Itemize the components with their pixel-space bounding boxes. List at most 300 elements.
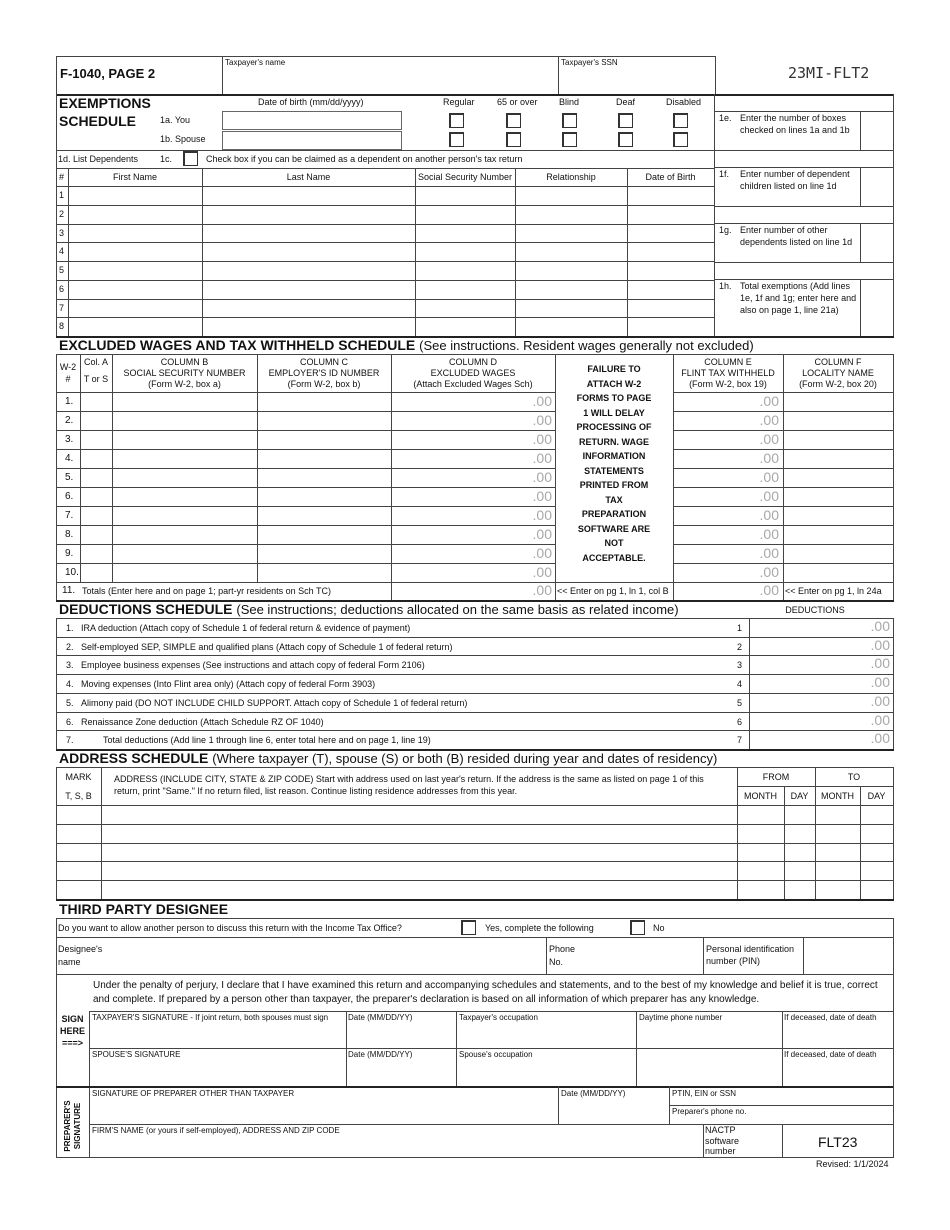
dep-col-rel: Relationship [546, 172, 596, 182]
w2-excluded-wages-field[interactable]: .00 [532, 469, 552, 485]
excluded-wages-title: EXCLUDED WAGES AND TAX WITHHELD SCHEDULE (See instructions. Resident wages generally not excluded) [59, 337, 754, 353]
col-e-label-3: (Form W-2, box 19) [689, 379, 767, 389]
w2-tax-withheld-field[interactable]: .00 [759, 393, 779, 409]
warning-line: PROCESSING OF [576, 422, 652, 432]
warning-line: SOFTWARE ARE [577, 523, 651, 534]
taxpayer-ssn-label: Taxpayer's SSN [561, 58, 618, 67]
preparer-signature-label: SIGNATURE OF PREPARER OTHER THAN TAXPAYER [92, 1089, 295, 1098]
to-day-field[interactable] [861, 881, 892, 897]
spouse-signature-label: SPOUSE'S SIGNATURE [92, 1050, 181, 1059]
dependent-first-name-field[interactable] [69, 225, 201, 241]
deduction-description: Moving expenses (Into Flint area only) (Attach copy of federal Form 3903) [81, 679, 376, 690]
deduction-description: Alimony paid (DO NOT INCLUDE CHILD SUPPORT. Attach copy of Schedule 1 of federal return) [81, 697, 468, 708]
w2-col-a-field[interactable] [81, 412, 111, 429]
col-a-label-2: T or S [83, 374, 109, 384]
warning-line: ATTACH W-2 [586, 378, 642, 389]
totals-label: Totals (Enter here and on page 1; part-yr residents on Sch TC) [82, 586, 331, 596]
address-title: ADDRESS SCHEDULE (Where taxpayer (T), spouse (S) or both (B) resided during year and dates of residency) [59, 750, 718, 766]
w2-excluded-wages-field[interactable]: .00 [532, 393, 552, 409]
dependent-row-number: 6 [59, 283, 65, 294]
w2-employer-id-field[interactable] [258, 450, 390, 467]
to-day-field[interactable] [861, 844, 892, 860]
dependent-ssn-field[interactable] [416, 206, 514, 222]
dependent-first-name-field[interactable] [69, 262, 201, 278]
address-mark-field[interactable] [57, 844, 100, 860]
taxpayer-name-field[interactable] [226, 68, 554, 92]
dependent-first-name-field[interactable] [69, 243, 201, 259]
w2-tax-withheld-field[interactable]: .00 [759, 564, 779, 580]
dependent-last-name-field[interactable] [203, 262, 414, 278]
dependent-first-name-field[interactable] [69, 318, 201, 334]
w2-excluded-wages-field[interactable]: .00 [532, 431, 552, 447]
from-day-field[interactable] [785, 806, 814, 822]
dependent-dob-field[interactable] [628, 281, 713, 297]
w2-locality-field[interactable] [784, 469, 892, 486]
you-disabled-checkbox[interactable] [673, 113, 688, 128]
col-f-label-2: LOCALITY NAME [802, 368, 874, 378]
sign-here-1: SIGN [61, 1014, 84, 1024]
address-mark-field[interactable] [57, 881, 100, 897]
col-a-label-1: Col. A [83, 357, 108, 367]
w2-col-a-field[interactable] [81, 469, 111, 486]
w2-employer-id-field[interactable] [258, 431, 390, 448]
w2-excluded-wages-field[interactable]: .00 [532, 488, 552, 504]
phone-label-1: Phone [549, 944, 576, 954]
w2-employer-id-field[interactable] [258, 488, 390, 505]
dependent-dob-field[interactable] [628, 187, 713, 203]
w2-col-a-field[interactable] [81, 526, 111, 543]
sign-here-arrow: ===> [61, 1038, 84, 1048]
to-month-field[interactable] [816, 844, 859, 860]
dependent-last-name-field[interactable] [203, 206, 414, 222]
w2-ssn-field[interactable] [113, 507, 256, 524]
address-field[interactable] [102, 844, 736, 860]
col-c-label-3: (Form W-2, box b) [287, 379, 361, 389]
from-month-field[interactable] [738, 825, 783, 841]
designee-pin-field[interactable] [805, 939, 891, 972]
deduction-amount-field[interactable]: .00 [870, 711, 890, 728]
dep-col-last: Last Name [286, 172, 331, 182]
dep-col-num: # [59, 172, 65, 182]
deduction-line-number: 3 [737, 660, 743, 671]
w2-employer-id-field[interactable] [258, 507, 390, 524]
you-label: 1a. You [160, 115, 191, 125]
dependent-dob-field[interactable] [628, 318, 713, 334]
warning-line: TAX [605, 494, 623, 505]
deduction-line-number: 2 [737, 641, 743, 652]
col-b-label-2: SOCIAL SECURITY NUMBER [123, 368, 246, 378]
w2-tax-withheld-field[interactable]: .00 [759, 526, 779, 542]
w2-excluded-wages-field[interactable]: .00 [532, 545, 552, 561]
you-dob-field[interactable] [222, 111, 402, 130]
w2-employer-id-field[interactable] [258, 526, 390, 543]
designee-name-field[interactable] [110, 939, 542, 972]
deduction-amount-field[interactable]: .00 [870, 674, 890, 691]
w2-col-a-field[interactable] [81, 393, 111, 410]
dependent-ssn-field[interactable] [416, 300, 514, 316]
taxpayer-signature-label: TAXPAYER'S SIGNATURE - If joint return, both spouses must sign [92, 1013, 329, 1022]
nactp-label-1: NACTP [705, 1125, 736, 1135]
w2-tax-withheld-field[interactable]: .00 [759, 469, 779, 485]
designee-label-2: name [58, 957, 81, 967]
w2-locality-field[interactable] [784, 564, 892, 581]
w2-tax-withheld-field[interactable]: .00 [759, 545, 779, 561]
from-day-field[interactable] [785, 881, 814, 897]
w2-locality-field[interactable] [784, 431, 892, 448]
dependent-relationship-field[interactable] [516, 262, 626, 278]
from-day-field[interactable] [785, 844, 814, 860]
w2-col-a-field[interactable] [81, 545, 111, 562]
col-c-label-1: COLUMN C [299, 357, 348, 367]
address-instructions: ADDRESS (INCLUDE CITY, STATE & ZIP CODE) Start with address used on last year's return. If the address is the same as listed on page 1 of this return, print "Same." If no return filed, list reason. Continue listing residence addresses from this year. [114, 774, 704, 796]
line-1f-num: 1f. [719, 169, 730, 179]
w2-col-a-field[interactable] [81, 488, 111, 505]
line-1e-field[interactable] [862, 113, 892, 148]
dependent-relationship-field[interactable] [516, 318, 626, 334]
col-d-label-1: COLUMN D [448, 357, 497, 367]
firm-field[interactable] [92, 1137, 698, 1156]
dependent-relationship-field[interactable] [516, 206, 626, 222]
form-code: 23MI-FLT2 [788, 64, 870, 82]
deduction-num: 2. [66, 641, 74, 652]
w2-excluded-wages-field[interactable]: .00 [532, 564, 552, 580]
deduction-num: 6. [66, 716, 74, 727]
dependent-relationship-field[interactable] [516, 243, 626, 259]
to-month-field[interactable] [816, 806, 859, 822]
col-w2-label-2: # [65, 374, 71, 384]
dependent-last-name-field[interactable] [203, 281, 414, 297]
deduction-line-number: 5 [737, 697, 743, 708]
line-1h-text: Total exemptions (Add lines 1e, 1f and 1g; enter here and also on page 1, line 21a) [740, 281, 857, 315]
to-month-field[interactable] [816, 825, 859, 841]
dep-col-dob: Date of Birth [645, 172, 696, 182]
dependent-dob-field[interactable] [628, 225, 713, 241]
w2-employer-id-field[interactable] [258, 393, 390, 410]
dependent-first-name-field[interactable] [69, 300, 201, 316]
w2-col-a-field[interactable] [81, 507, 111, 524]
address-mark-field[interactable] [57, 806, 100, 822]
w2-row-number: 6. [65, 491, 74, 502]
daytime-phone-label: Daytime phone number [639, 1013, 723, 1022]
dob-label: Date of birth (mm/dd/yyyy) [258, 97, 364, 107]
deduction-description: Self-employed SEP, SIMPLE and qualified plans (Attach copy of Schedule 1 of federal return) [81, 641, 453, 652]
deduction-num: 7. [66, 735, 74, 746]
dependent-last-name-field[interactable] [203, 300, 414, 316]
taxpayer-ssn-field[interactable] [562, 68, 712, 92]
dependent-last-name-field[interactable] [203, 243, 414, 259]
deduction-amount-field[interactable]: .00 [870, 636, 890, 653]
w2-row-number: 7. [65, 510, 74, 521]
to-label: TO [847, 772, 861, 782]
spouse-65-checkbox[interactable] [506, 132, 521, 147]
address-field[interactable] [102, 881, 736, 897]
pin-label-1: Personal identification [706, 944, 795, 954]
dependent-ssn-field[interactable] [416, 318, 514, 334]
line-1h-num: 1h. [719, 281, 732, 291]
taxpayer-signature-field[interactable] [92, 1024, 342, 1046]
spouse-disabled-checkbox[interactable] [673, 132, 688, 147]
col-d-label-3: (Attach Excluded Wages Sch) [413, 379, 533, 389]
deduction-amount-field[interactable]: .00 [870, 692, 890, 709]
deduction-description: IRA deduction (Attach copy of Schedule 1 of federal return & evidence of payment) [81, 623, 411, 633]
from-label: FROM [762, 772, 790, 782]
dependent-relationship-field[interactable] [516, 281, 626, 297]
spouse-regular-checkbox[interactable] [449, 132, 464, 147]
warning-line: PREPARATION [581, 509, 647, 519]
deductions-column-label: DEDUCTIONS [785, 605, 845, 615]
address-mark-field[interactable] [57, 862, 100, 878]
from-month-field[interactable] [738, 806, 783, 822]
w2-excluded-wages-field[interactable]: .00 [532, 450, 552, 466]
taxpayer-name-label: Taxpayer's name [225, 58, 286, 67]
w2-locality-field[interactable] [784, 450, 892, 467]
address-mark-field[interactable] [57, 825, 100, 841]
dependent-relationship-field[interactable] [516, 225, 626, 241]
w2-ssn-field[interactable] [113, 564, 256, 581]
total-tax-withheld[interactable]: .00 [759, 582, 779, 598]
w2-row-number: 4. [65, 453, 74, 464]
exemptions-title-line1: EXEMPTIONS [59, 95, 151, 111]
w2-col-a-field[interactable] [81, 431, 111, 448]
nactp-label-3: number [705, 1146, 736, 1156]
deduction-description: Employee business expenses (See instructions and attach copy of federal Form 2106) [81, 660, 425, 671]
you-blind-checkbox[interactable] [562, 113, 577, 128]
you-deaf-checkbox[interactable] [618, 113, 633, 128]
list-dependents-label: 1d. List Dependents [58, 154, 139, 164]
total-note-d: << Enter on pg 1, ln 1, col B [557, 586, 669, 596]
col-f-label-3: (Form W-2, box 20) [799, 379, 877, 389]
w2-excluded-wages-field[interactable]: .00 [532, 526, 552, 542]
w2-locality-field[interactable] [784, 488, 892, 505]
line-1c-label: 1c. [160, 154, 173, 164]
w2-ssn-field[interactable] [113, 526, 256, 543]
line-1g-field[interactable] [862, 225, 892, 260]
spouse-signature-field[interactable] [92, 1061, 342, 1083]
line-1g-num: 1g. [719, 225, 732, 235]
preparer-signature-field[interactable] [92, 1099, 554, 1122]
w2-ssn-field[interactable] [113, 431, 256, 448]
revised-date: Revised: 1/1/2024 [816, 1159, 889, 1169]
warning-line: ACCEPTABLE. [582, 552, 646, 563]
w2-row-number: 9. [65, 548, 74, 559]
deduction-amount-field[interactable]: .00 [870, 655, 890, 672]
dependent-checkbox-1c[interactable] [183, 151, 198, 166]
line-1f-field[interactable] [862, 169, 892, 204]
warning-line: INFORMATION [582, 451, 646, 461]
w2-tax-withheld-field[interactable]: .00 [759, 412, 779, 428]
preparer-date-label: Date (MM/DD/YY) [561, 1089, 626, 1098]
third-party-title: THIRD PARTY DESIGNEE [59, 901, 229, 917]
dependent-relationship-field[interactable] [516, 300, 626, 316]
nactp-label-2: software [705, 1136, 740, 1146]
deduction-num: 1. [66, 623, 74, 633]
deduction-num: 4. [66, 679, 74, 690]
dependent-first-name-field[interactable] [69, 187, 201, 203]
w2-employer-id-field[interactable] [258, 412, 390, 429]
dependent-first-name-field[interactable] [69, 281, 201, 297]
dependent-first-name-field[interactable] [69, 206, 201, 222]
w2-ssn-field[interactable] [113, 450, 256, 467]
w2-locality-field[interactable] [784, 526, 892, 543]
dependent-relationship-field[interactable] [516, 187, 626, 203]
spouse-dob-field[interactable] [222, 131, 402, 150]
dependent-dob-field[interactable] [628, 206, 713, 222]
w2-row-number: 5. [65, 472, 74, 483]
deduction-amount-field[interactable]: .00 [870, 730, 890, 747]
taxpayer-date-label: Date (MM/DD/YY) [348, 1013, 413, 1022]
check-label-disabled: Disabled [666, 97, 702, 107]
address-field[interactable] [102, 862, 736, 878]
dependent-row-number: 5 [59, 265, 65, 275]
line-1e-text: Enter the number of boxes checked on lines 1a and 1b [740, 113, 850, 135]
sign-here-2: HERE [59, 1026, 85, 1036]
to-day-label: DAY [867, 791, 886, 801]
to-month-field[interactable] [816, 881, 859, 897]
dependent-ssn-field[interactable] [416, 187, 514, 203]
pin-label-2: number (PIN) [706, 956, 761, 966]
deductions-title: DEDUCTIONS SCHEDULE (See instructions; deductions allocated on the same basis as related income) [59, 601, 679, 617]
spouse-label: 1b. Spouse [160, 134, 206, 144]
w2-tax-withheld-field[interactable]: .00 [759, 507, 779, 523]
from-month-field[interactable] [738, 881, 783, 897]
check-label-65: 65 or over [497, 97, 538, 107]
dependent-last-name-field[interactable] [203, 187, 414, 203]
third-party-no-checkbox[interactable] [630, 920, 645, 935]
from-day-field[interactable] [785, 825, 814, 841]
total-note-e: << Enter on pg 1, ln 24a [785, 586, 882, 596]
line-1h-field[interactable] [862, 281, 892, 334]
spouse-blind-checkbox[interactable] [562, 132, 577, 147]
spouse-occupation-label: Spouse's occupation [459, 1050, 533, 1059]
from-month-label: MONTH [744, 791, 777, 801]
taxpayer-occupation-label: Taxpayer's occupation [459, 1013, 538, 1022]
designee-label-1: Designee's [58, 944, 103, 954]
third-party-yes-checkbox[interactable] [461, 920, 476, 935]
line-1e-num: 1e. [719, 113, 732, 123]
warning-line: RETURN. WAGE [578, 436, 649, 447]
w2-employer-id-field[interactable] [258, 564, 390, 581]
dependent-ssn-field[interactable] [416, 225, 514, 241]
spouse-deaf-checkbox[interactable] [618, 132, 633, 147]
dependent-dob-field[interactable] [628, 262, 713, 278]
deduction-line-number: 6 [737, 716, 743, 727]
deduction-description: Total deductions (Add line 1 through line 6, enter total here and on page 1, line 19) [103, 735, 431, 746]
deduction-description: Renaissance Zone deduction (Attach Schedule RZ OF 1040) [81, 716, 324, 727]
w2-employer-id-field[interactable] [258, 545, 390, 562]
spouse-date-label: Date (MM/DD/YY) [348, 1050, 413, 1059]
col-f-label-1: COLUMN F [814, 357, 862, 367]
warning-line: FAILURE TO [587, 364, 641, 374]
w2-ssn-field[interactable] [113, 412, 256, 429]
w2-locality-field[interactable] [784, 393, 892, 410]
dependent-ssn-field[interactable] [416, 243, 514, 259]
dependent-row-number: 1 [59, 190, 65, 200]
nactp-software-number: FLT23 [818, 1134, 858, 1150]
preparer-vertical-label: PREPARER'S SIGNATURE [63, 1100, 82, 1152]
col-e-label-1: COLUMN E [704, 357, 752, 367]
line-1f-text: Enter number of dependent children listed on line 1d [740, 169, 850, 191]
dependent-last-name-field[interactable] [203, 225, 414, 241]
address-field[interactable] [102, 806, 736, 822]
you-65-checkbox[interactable] [506, 113, 521, 128]
w2-locality-field[interactable] [784, 412, 892, 429]
w2-tax-withheld-field[interactable]: .00 [759, 450, 779, 466]
taxpayer-deceased-label: If deceased, date of death [784, 1013, 877, 1022]
w2-ssn-field[interactable] [113, 393, 256, 410]
w2-tax-withheld-field[interactable]: .00 [759, 431, 779, 447]
total-excluded-wages[interactable]: .00 [532, 582, 552, 598]
from-day-field[interactable] [785, 862, 814, 878]
w2-employer-id-field[interactable] [258, 469, 390, 486]
to-day-field[interactable] [861, 825, 892, 841]
w2-row-number: 3. [65, 434, 74, 445]
you-regular-checkbox[interactable] [449, 113, 464, 128]
to-day-field[interactable] [861, 806, 892, 822]
w2-tax-withheld-field[interactable]: .00 [759, 488, 779, 504]
spouse-deceased-label: If deceased, date of death [784, 1050, 877, 1059]
w2-ssn-field[interactable] [113, 469, 256, 486]
check-label-regular: Regular [443, 97, 475, 107]
to-day-field[interactable] [861, 862, 892, 878]
w2-ssn-field[interactable] [113, 545, 256, 562]
dependent-row-number: 7 [59, 302, 65, 313]
third-party-yes-label: Yes, complete the following [485, 923, 594, 933]
warning-line: FORMS TO PAGE [576, 393, 652, 403]
dependent-row-number: 3 [59, 227, 65, 238]
firm-label: FIRM'S NAME (or yours if self-employed), ADDRESS AND ZIP CODE [92, 1126, 340, 1135]
col-b-label-3: (Form W-2, box a) [148, 379, 221, 389]
col-c-label-2: EMPLOYER'S ID NUMBER [268, 368, 380, 378]
from-month-field[interactable] [738, 844, 783, 860]
col-e-label-2: FLINT TAX WITHHELD [681, 368, 775, 378]
warning-line: PRINTED FROM [579, 480, 649, 490]
ptin-label: PTIN, EIN or SSN [672, 1089, 737, 1098]
w2-col-a-field[interactable] [81, 564, 111, 581]
dep-col-first: First Name [112, 172, 157, 182]
w2-col-a-field[interactable] [81, 450, 111, 467]
dependent-row-number: 2 [59, 208, 65, 219]
totals-num: 11. [62, 585, 76, 596]
deduction-line-number: 7 [737, 735, 743, 746]
warning-line: STATEMENTS [584, 465, 644, 476]
col-d-label-2: EXCLUDED WAGES [430, 368, 516, 378]
designee-phone-field[interactable] [575, 939, 700, 972]
deduction-num: 3. [66, 660, 74, 671]
deduction-line-number: 1 [737, 623, 743, 633]
w2-excluded-wages-field[interactable]: .00 [532, 412, 552, 428]
third-party-question: Do you want to allow another person to discuss this return with the Income Tax Office? [58, 923, 402, 933]
w2-row-number: 2. [65, 415, 74, 426]
address-field[interactable] [102, 825, 736, 841]
perjury-declaration: Under the penalty of perjury, I declare that I have examined this return and accompanying schedules and statements, and to the best of my knowledge and belief it is true, correct and complete. If prepared by a person other than taxpayer, the preparer's declaration is based on all information of which preparer has any knowledge. [93, 980, 878, 1005]
from-month-field[interactable] [738, 862, 783, 878]
dependent-dob-field[interactable] [628, 300, 713, 316]
w2-ssn-field[interactable] [113, 488, 256, 505]
w2-row-number: 10. [65, 567, 79, 578]
deduction-amount-field[interactable]: .00 [870, 618, 890, 634]
dependent-ssn-field[interactable] [416, 281, 514, 297]
preparer-phone-label: Preparer's phone no. [672, 1107, 747, 1116]
dependent-row-number: 8 [59, 321, 65, 332]
dependent-ssn-field[interactable] [416, 262, 514, 278]
mark-label-2: T, S, B [65, 791, 92, 801]
w2-locality-field[interactable] [784, 545, 892, 562]
dependent-dob-field[interactable] [628, 243, 713, 259]
w2-locality-field[interactable] [784, 507, 892, 524]
to-month-field[interactable] [816, 862, 859, 878]
dependent-last-name-field[interactable] [203, 318, 414, 334]
w2-excluded-wages-field[interactable]: .00 [532, 507, 552, 523]
